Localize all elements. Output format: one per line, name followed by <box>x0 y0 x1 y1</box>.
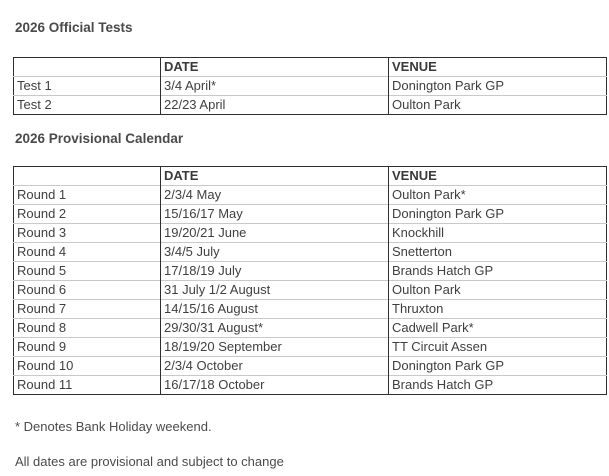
date-column-header: DATE <box>161 167 389 186</box>
row-venue-cell: Thruxton <box>389 300 607 319</box>
row-label-cell: Round 9 <box>14 338 161 357</box>
footnote-provisional: All dates are provisional and subject to change <box>15 454 284 469</box>
table-row <box>14 262 607 281</box>
row-date-cell: 3/4 April* <box>161 77 389 96</box>
row-venue-cell: Knockhill <box>389 224 607 243</box>
table-row <box>14 77 607 96</box>
table-row <box>14 243 607 262</box>
row-label-cell: Round 11 <box>14 376 161 395</box>
table-row <box>14 224 607 243</box>
table-row <box>14 186 607 205</box>
header-row <box>14 167 607 186</box>
row-date-cell: 18/19/20 September <box>161 338 389 357</box>
row-label-cell: Round 6 <box>14 281 161 300</box>
row-venue-cell: Donington Park GP <box>389 357 607 376</box>
row-venue-cell: Oulton Park <box>389 96 607 115</box>
table-header <box>14 167 607 186</box>
row-label-cell: Round 5 <box>14 262 161 281</box>
row-date-cell: 15/16/17 May <box>161 205 389 224</box>
row-date-cell: 14/15/16 August <box>161 300 389 319</box>
provisional-calendar-heading: 2026 Provisional Calendar <box>15 131 184 146</box>
row-venue-cell: TT Circuit Assen <box>389 338 607 357</box>
official-tests-table <box>13 57 607 115</box>
row-date-cell: 2/3/4 October <box>161 357 389 376</box>
row-date-cell: 29/30/31 August* <box>161 319 389 338</box>
row-label-cell: Round 2 <box>14 205 161 224</box>
row-venue-cell: Oulton Park <box>389 281 607 300</box>
row-date-cell: 31 July 1/2 August <box>161 281 389 300</box>
row-label-cell: Round 7 <box>14 300 161 319</box>
row-venue-cell: Donington Park GP <box>389 205 607 224</box>
table-row <box>14 338 607 357</box>
row-label-cell: Round 3 <box>14 224 161 243</box>
row-label-cell: Test 2 <box>14 96 161 115</box>
row-label-cell: Round 8 <box>14 319 161 338</box>
row-label-cell: Round 10 <box>14 357 161 376</box>
table-body <box>14 186 607 395</box>
row-label-cell: Round 1 <box>14 186 161 205</box>
row-date-cell: 3/4/5 July <box>161 243 389 262</box>
row-venue-cell: Cadwell Park* <box>389 319 607 338</box>
row-date-cell: 16/17/18 October <box>161 376 389 395</box>
row-label-cell: Round 4 <box>14 243 161 262</box>
label-column-header <box>14 167 161 186</box>
venue-column-header: VENUE <box>389 167 607 186</box>
row-date-cell: 22/23 April <box>161 96 389 115</box>
venue-column-header: VENUE <box>389 58 607 77</box>
row-venue-cell: Oulton Park* <box>389 186 607 205</box>
row-venue-cell: Donington Park GP <box>389 77 607 96</box>
row-venue-cell: Brands Hatch GP <box>389 376 607 395</box>
table-row <box>14 357 607 376</box>
official-tests-heading: 2026 Official Tests <box>15 20 133 35</box>
row-label-cell: Test 1 <box>14 77 161 96</box>
row-venue-cell: Snetterton <box>389 243 607 262</box>
footnote-bank-holiday: * Denotes Bank Holiday weekend. <box>15 419 212 434</box>
table-header <box>14 58 607 77</box>
row-venue-cell: Brands Hatch GP <box>389 262 607 281</box>
table-row <box>14 319 607 338</box>
table-row <box>14 300 607 319</box>
table-row <box>14 96 607 115</box>
label-column-header <box>14 58 161 77</box>
row-date-cell: 19/20/21 June <box>161 224 389 243</box>
table-row <box>14 205 607 224</box>
table-row <box>14 281 607 300</box>
header-row <box>14 58 607 77</box>
provisional-calendar-table <box>13 166 607 395</box>
row-date-cell: 2/3/4 May <box>161 186 389 205</box>
date-column-header: DATE <box>161 58 389 77</box>
table-row <box>14 376 607 395</box>
table-body <box>14 77 607 115</box>
row-date-cell: 17/18/19 July <box>161 262 389 281</box>
